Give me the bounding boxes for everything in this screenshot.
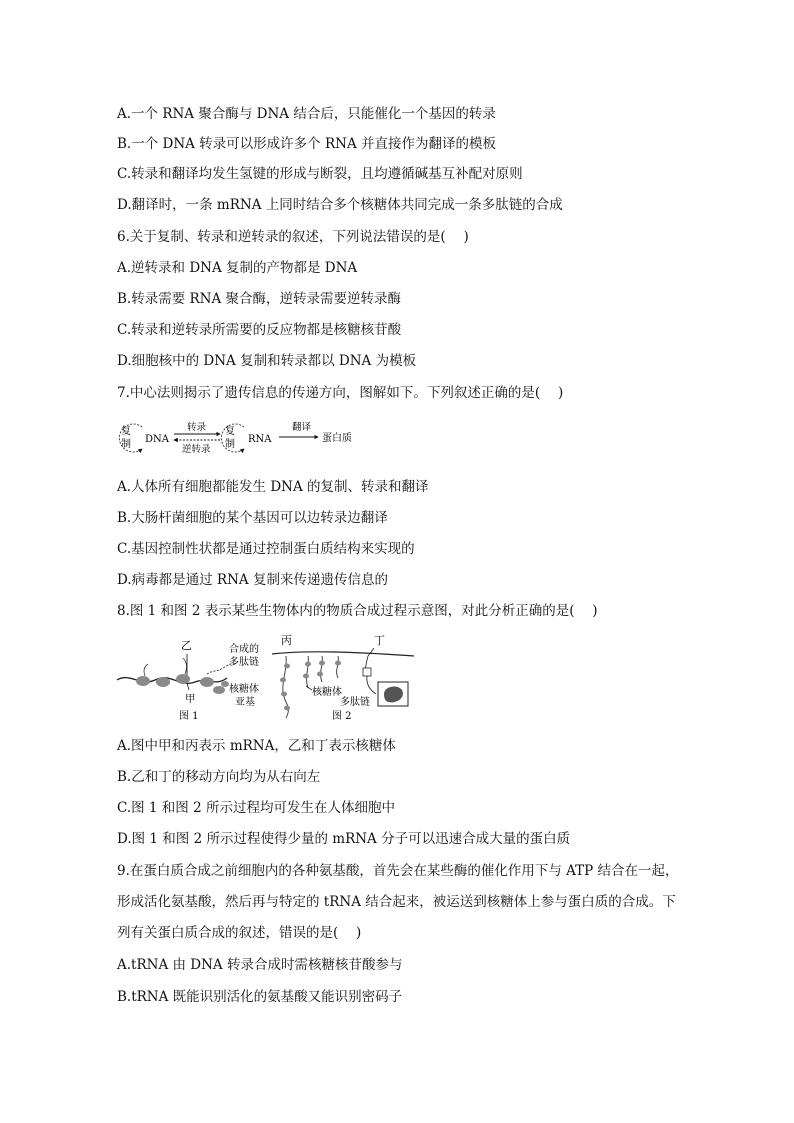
dna-label: DNA [145,434,169,445]
q9-option-a: A.tRNA 由 DNA 转录合成时需核糖核苷酸参与 [117,957,403,973]
subunit-label-1: 核糖体 [229,684,259,695]
q7-option-a: A.人体所有细胞都能发生 DNA 的复制、转录和翻译 [117,479,429,495]
q5-option-a: A.一个 RNA 聚合酶与 DNA 结合后，只能催化一个基因的转录 [117,106,496,122]
label-ding: 丁 [374,634,385,647]
subunit-label-2: 亚基 [235,697,255,708]
polypeptide-label-2: 多肽链 [229,657,259,668]
polypeptide-path [367,676,376,694]
q8-option-a: A.图中甲和丙表示 mRNA，乙和丁表示核糖体 [117,738,396,754]
dna-replicate-char-1: 复 [121,426,131,437]
q5-option-b: B.一个 DNA 转录可以形成许多个 RNA 并直接作为翻译的模板 [117,136,496,152]
q6-option-a: A.逆转录和 DNA 复制的产物都是 DNA [117,260,358,276]
mrna-strand-2 [272,652,414,656]
ribosome-chain2-a [305,662,311,667]
q5-option-d: D.翻译时，一条 mRNA 上同时结合多个核糖体共同完成一条多肽链的合成 [117,197,563,213]
chain-4 [337,656,339,678]
ribosome-4 [200,677,214,687]
ribosome-chain4-a [335,661,341,666]
ribosome-3 [176,674,190,684]
rna-replicate-char-1: 复 [225,426,235,437]
ding-ribosome [363,668,371,676]
ribosome-chain3-b [317,672,323,677]
q7-option-c: C.基因控制性状都是通过控制蛋白质结构来实现的 [117,541,415,557]
chain-3 [321,656,323,682]
q8-option-d: D.图 1 和图 2 所示过程使得少量的 mRNA 分子可以迅速合成大量的蛋白质 [117,831,571,847]
q7-option-d: D.病毒都是通过 RNA 复制来传递遗传信息的 [117,572,388,588]
figure-1 [115,632,275,724]
q6-option-b: B.转录需要 RNA 聚合酶，逆转录需要逆转录酶 [117,291,402,307]
q6-option-c: C.转录和逆转录所需要的反应物都是核糖核苷酸 [117,322,402,338]
ribosome-chain1-d [284,706,290,711]
q9-stem-line-2: 形成活化氨基酸，然后再与特定的 tRNA 结合起来，被运送到核糖体上参与蛋白质的合成。下 [117,894,676,910]
dna-replicate-char-2: 制 [121,439,131,450]
protein-label: 蛋白质 [322,433,352,444]
rna-label: RNA [248,434,272,445]
figure-1-caption: 图 1 [179,711,199,722]
q8-stem: 8.图 1 和图 2 表示某些生物体内的物质合成过程示意图，对此分析正确的是( ) [117,603,598,619]
label-jia: 甲 [185,693,196,705]
ribosome-2 [156,677,170,687]
q5-option-c: C.转录和翻译均发生氢键的形成与断裂，且均遵循碱基互补配对原则 [117,166,523,182]
ribosome-1 [136,676,150,686]
ribosome-chain2-b [303,674,309,679]
translation-label: 翻译 [292,422,312,433]
ribosome-chain1-c [281,692,287,697]
reverse-transcription-label: 逆转录 [182,444,211,455]
label-yi: 乙 [181,639,192,652]
q7-stem: 7.中心法则揭示了遗传信息的传递方向，图解如下。下列叙述正确的是( ) [117,385,564,401]
polypeptide-label-1: 合成的 [229,644,259,655]
q7-option-b: B.大肠杆菌细胞的某个基因可以边转录边翻译 [117,510,388,526]
ribosome-chain1-a [284,664,290,669]
peptide-2 [183,658,187,674]
q6-stem: 6.关于复制、转录和逆转录的叙述，下列说法错误的是( ) [117,229,469,245]
q8-option-b: B.乙和丁的移动方向均为从右向左 [117,769,321,785]
label-bing: 丙 [281,634,292,647]
q8-option-c: C.图 1 和图 2 所示过程均可发生在人体细胞中 [117,800,395,816]
ding-pointer [368,648,374,656]
rna-replicate-char-2: 制 [225,439,235,450]
polypeptide-label: 多肽链 [340,697,370,708]
transcription-label: 转录 [187,422,207,433]
q9-stem-line-3: 列有关蛋白质合成的叙述，错误的是( ) [117,925,362,941]
chain-2 [307,656,309,688]
ribosome-chain3-a [319,661,325,666]
figure-2-caption: 图 2 [332,711,352,722]
subunit-small [221,681,229,687]
q6-option-d: D.细胞核中的 DNA 复制和转录都以 DNA 为模板 [117,353,417,369]
q9-option-b: B.tRNA 既能识别活化的氨基酸又能识别密码子 [117,989,403,1005]
ribosome-label: 核糖体 [312,687,342,698]
ribosome-chain1-b [280,678,286,683]
subunit-large [213,686,225,694]
peptide-1 [144,664,148,676]
q9-stem-line-1: 9.在蛋白质合成之前细胞内的各种氨基酸，首先会在某些酶的催化作用下与 ATP 结合在一起， [117,863,679,879]
central-dogma-diagram [112,417,372,461]
figure-2 [268,632,418,724]
jia-pointer [187,683,189,690]
